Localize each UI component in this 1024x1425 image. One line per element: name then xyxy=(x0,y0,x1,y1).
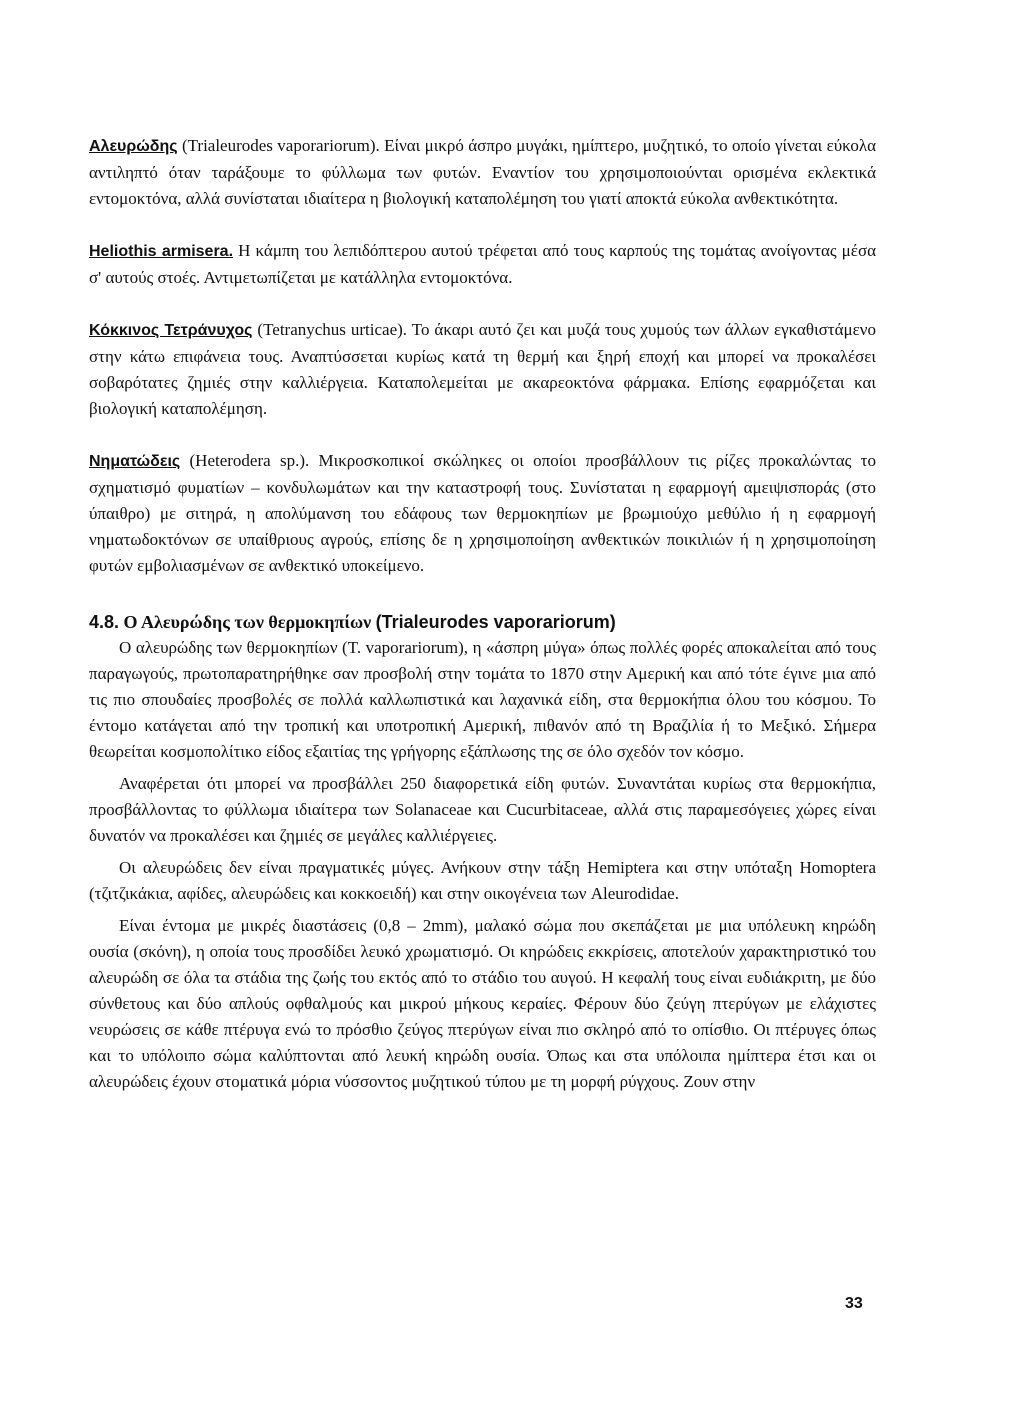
page-number: 33 xyxy=(845,1295,863,1312)
entry-term: Heliothis armisera. xyxy=(89,243,234,260)
body-paragraph: Ο αλευρώδης των θερμοκηπίων (T. vaporariorum), η «άσπρη μύγα» όπως πολλές φορές αποκαλείται από τους παραγωγούς, πρωτοπαρατηρήθηκε σαν προσβολή στην τομάτα το 1870 στην Αμερική και από τότε έγινε μια από τις πιο σπουδαίες προσβολές σε πολλά καλλωπιστικά και λαχανικά είδη, στα θερμοκήπια όλου του κόσμου. Το έντομο κατάγεται από την τροπική και υποτροπική Αμερική, πιθανόν από τη Βραζιλία ή το Μεξικό. Σήμερα θεωρείται κοσμοπολίτικο είδος εξαιτίας της γρήγορης εξάπλωσης της σε όλο σχεδόν τον κόσμο. xyxy=(89,638,876,761)
section-number: 4.8. xyxy=(89,612,120,632)
entry-text: (Heterodera sp.). Μικροσκοπικοί σκώληκες οι οποίοι προσβάλλουν τις ρίζες προκαλώντας το σχηματισμό φυματίων – κονδυλωμάτων και την καταστροφή τους. Συνίσταται η εφαρμογή αμειψισποράς (στο ύπαιθρο) με σιτηρά, η απολύμανση του εδάφους των θερμοκηπίων με βρωμιούχο μεθύλιο ή η εφαρμογή νηματωδοκτόνων σε υπαίθριους αγρούς, επίσης δε η χρησιμοποίηση ανθεκτικών ποικιλιών ή η χρησιμοποίηση φυτών εμβολιασμένων σε ανθεκτικό υποκείμενο. xyxy=(89,451,876,575)
entry-text: Η κάμπη του λεπιδόπτερου αυτού τρέφεται από τους καρπούς της τομάτας ανοίγοντας μέσα σ' αυτούς στοές. Αντιμετωπίζεται με κατάλληλα εντομοκτόνα. xyxy=(89,241,877,287)
entry-tetranychus xyxy=(89,317,876,422)
section-title: Ο Αλευρώδης των θερμοκηπίων xyxy=(119,612,376,632)
entry-text: (Tetranychus urticae). Το άκαρι αυτό ζει και μυζά τους χυμούς των άλλων εγκαθιστάμενο στην κάτω επιφάνεια τους. Αναπτύσσεται κυρίως κατά τη θερμή και ξηρή εποχή και μπορεί να προκαλέσει σοβαρότατες ζημιές στην καλλιέργεια. Καταπολεμείται με ακαρεοκτόνα φάρμακα. Επίσης εφαρμόζεται και βιολογική καταπολέμηση. xyxy=(89,320,876,418)
entry-term: Νηματώδεις xyxy=(89,453,181,470)
entry-text: (Trialeurodes vaporariorum). Είναι μικρό άσπρο μυγάκι, ημίπτερο, μυζητικό, το οποίο γίνεται εύκολα αντιληπτό όταν ταράξουμε το φύλλωμα των φυτών. Εναντίον του χρησιμοποιούνται ορισμένα εκλεκτικά εντομοκτόνα, αλλά συνίσταται ιδιαίτερα η βιολογική καταπολέμηση του γιατί αποκτά εύκολα ανθεκτικότητα. xyxy=(89,136,876,208)
entry-aleurodes xyxy=(89,133,876,212)
entry-heliothis xyxy=(89,238,876,291)
entry-term: Κόκκινος Τετράνυχος xyxy=(89,322,253,339)
entry-nematodes xyxy=(89,448,876,579)
section-heading xyxy=(89,609,876,635)
document-page xyxy=(89,133,876,1095)
entry-term: Αλευρώδης xyxy=(89,138,178,155)
body-paragraph: Αναφέρεται ότι μπορεί να προσβάλλει 250 διαφορετικά είδη φυτών. Συναντάται κυρίως στα θερμοκήπια, προσβάλλοντας το φύλλωμα ιδιαίτερα των Solanaceae και Cucurbitaceae, αλλά στις παραμεσόγειες χώρες είναι δυνατόν να προκαλέσει και ζημιές σε μεγάλες καλλιέργειες. xyxy=(89,774,876,845)
body-paragraph: Οι αλευρώδεις δεν είναι πραγματικές μύγες. Ανήκουν στην τάξη Hemiptera και στην υπόταξη Homoptera (τζιτζικάκια, αφίδες, αλευρώδεις και κοκκοειδή) και στην οικογένεια των Aleurodidae. xyxy=(89,858,876,903)
body-paragraph: Είναι έντομα με μικρές διαστάσεις (0,8 – 2mm), μαλακό σώμα που σκεπάζεται με μια υπόλευκη κηρώδη ουσία (σκόνη), η οποία τους προσδίδει λευκό χρωματισμό. Οι κηρώδεις εκκρίσεις, αποτελούν χαρακτηριστικό του αλευρώδη σε όλα τα στάδια της ζωής του εκτός από το στάδιο του αυγού. Η κεφαλή τους είναι ευδιάκριτη, με δύο σύνθετους και δύο απλούς οφθαλμούς και μικρού μήκους κεραίες. Φέρουν δύο ζεύγη πτερύγων με ελάχιστες νευρώσεις σε κάθε πτέρυγα ενώ το πρόσθιο ζεύγος πτερύγων είναι πιο σκληρό από το οπίσθιο. Οι πτέρυγες όπως και το υπόλοιπο σώμα καλύπτονται από λευκή κηρώδη ουσία. Όπως και στα υπόλοιπα ημίπτερα έτσι και οι αλευρώδεις έχουν στοματικά μόρια νύσσοντος μυζητικού τύπου με τη μορφή ρύγχους. Ζουν στην xyxy=(89,916,876,1091)
section-latin-name: (Trialeurodes vaporariorum) xyxy=(375,612,616,632)
